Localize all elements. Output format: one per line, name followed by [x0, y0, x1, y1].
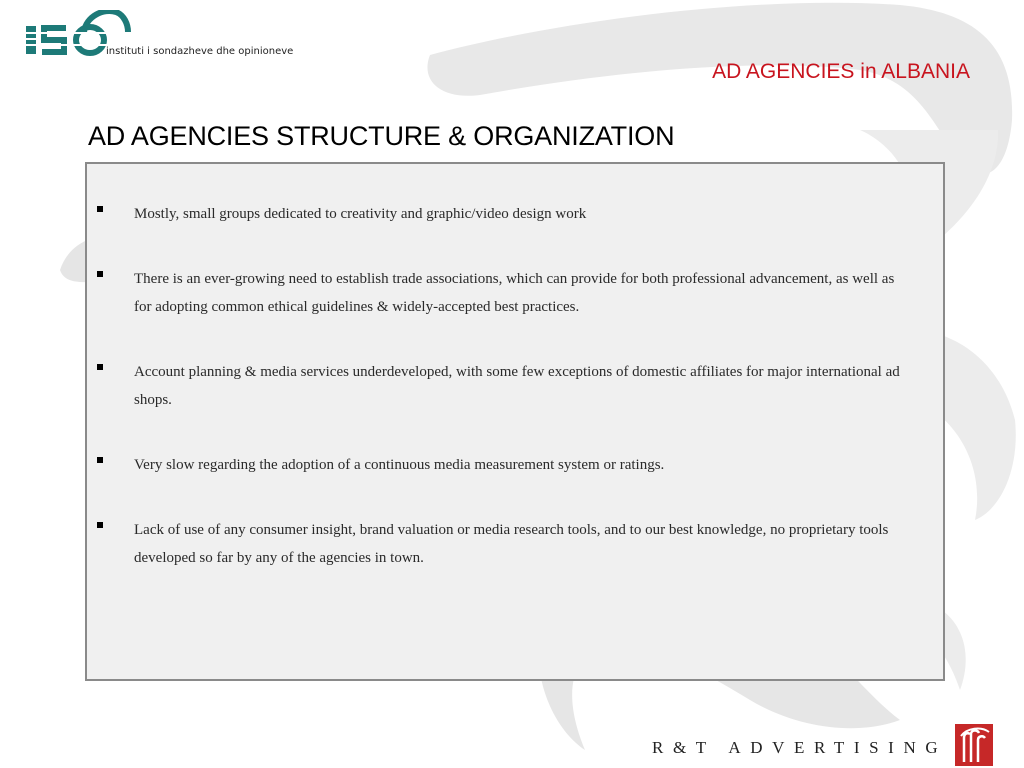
slide-title: AD AGENCIES STRUCTURE & ORGANIZATION	[88, 121, 675, 151]
content-box	[85, 162, 945, 681]
bullet-marker-icon	[97, 522, 103, 528]
bullet-text: Account planning & media services underdeveloped, with some few exceptions of domestic affiliates for major international ad shops.	[134, 364, 900, 408]
logo-tagline: instituti i sondazheve dhe opinioneve	[106, 46, 294, 57]
bullet-marker-icon	[97, 206, 103, 212]
rt-advertising-logo-icon	[955, 724, 993, 766]
bullet-marker-icon	[97, 271, 103, 277]
bullet-marker-icon	[97, 364, 103, 370]
slide-subtitle: AD AGENCIES in ALBANIA	[712, 60, 970, 83]
bullet-text: Very slow regarding the adoption of a continuous media measurement system or ratings.	[134, 457, 665, 473]
bullet-text: There is an ever-growing need to establish trade associations, which can provide for both professional advancement, as well as for adopting common ethical guidelines & widely-accepted best practices.	[134, 271, 895, 315]
footer-brand: R&T ADVERTISING	[652, 738, 948, 757]
bullet-text: Mostly, small groups dedicated to creativity and graphic/video design work	[134, 206, 587, 222]
iso-logo	[24, 10, 324, 70]
bullet-text: Lack of use of any consumer insight, brand valuation or media research tools, and to our best knowledge, no proprietary tools developed so far by any of the agencies in town.	[134, 522, 889, 566]
bullet-marker-icon	[97, 457, 103, 463]
